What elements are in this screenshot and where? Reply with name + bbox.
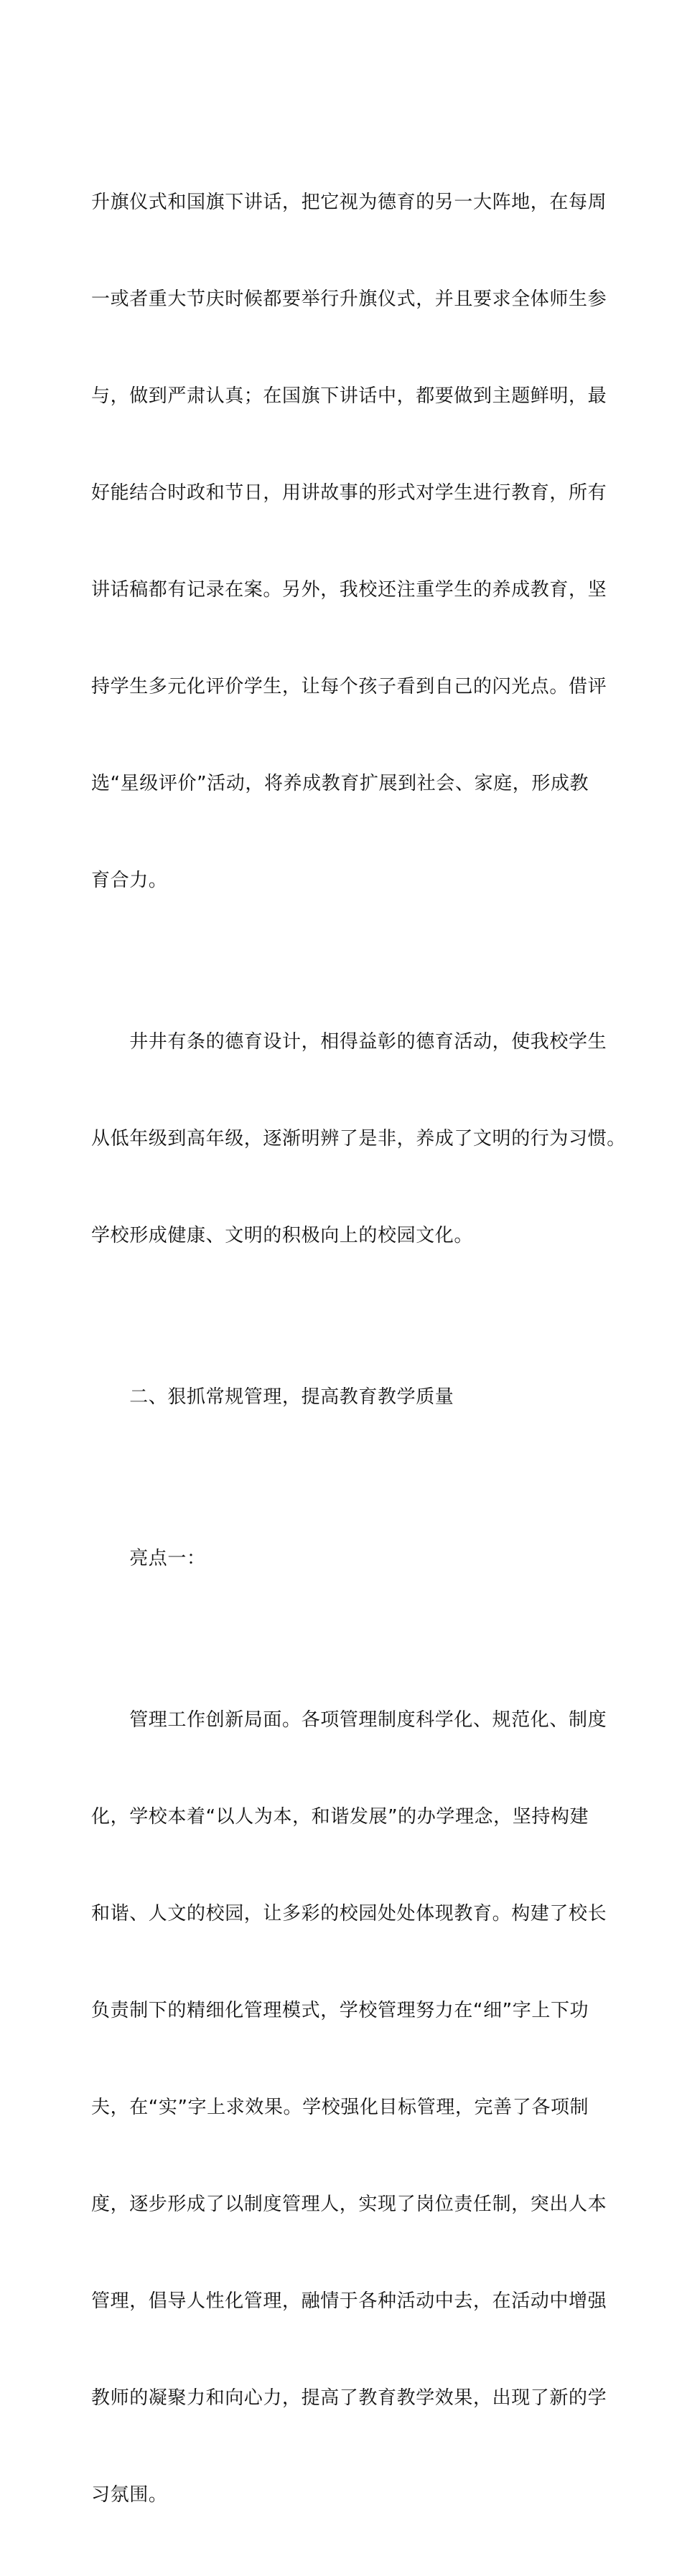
text-line: 持学生多元化评价学生，让每个孩子看到自己的闪光点。借评	[91, 676, 607, 697]
paragraph-1	[91, 122, 607, 962]
text-line: 管理，倡导人性化管理，融情于各种活动中去，在活动中增强	[91, 2290, 607, 2312]
text-line: 管理工作创新局面。各项管理制度科学化、规范化、制度	[91, 1709, 607, 1731]
heading-text: 二、狠抓常规管理，提高教育教学质量	[91, 1386, 454, 1408]
highlight-label-text: 亮点一：	[91, 1548, 206, 1569]
text-line: 和谐、人文的校园，让多彩的校园处处体现教育。构建了校长	[91, 1903, 607, 1924]
text-line: 升旗仪式和国旗下讲话，把它视为德育的另一大阵地，在每周	[91, 192, 607, 213]
text-line: 与，做到严肃认真；在国旗下讲话中，都要做到主题鲜明，最	[91, 385, 607, 407]
text-line: 好能结合时政和节日，用讲故事的形式对学生进行教育，所有	[91, 482, 607, 504]
text-line: 夫，在“实”字上求效果。学校强化目标管理，完善了各项制	[91, 2097, 589, 2118]
text-line: 从低年级到高年级，逐渐明辨了是非，养成了文明的行为习惯。	[91, 1128, 626, 1150]
text-line: 讲话稿都有记录在案。另外，我校还注重学生的养成教育，坚	[91, 579, 607, 601]
document-body	[91, 122, 626, 2576]
text-line: 一或者重大节庆时候都要举行升旗仪式，并且要求全体师生参	[91, 288, 607, 310]
highlight-label	[91, 1478, 602, 1640]
text-line: 化，学校本着“以人为本，和谐发展”的办学理念，坚持构建	[91, 1806, 589, 1828]
text-line: 负责制下的精细化管理模式，学校管理努力在“细”字上下功	[91, 2000, 589, 2021]
section-heading	[91, 1317, 602, 1478]
text-line: 井井有条的德育设计，相得益彰的德育活动，使我校学生	[91, 1031, 607, 1053]
paragraph-2	[91, 962, 626, 1317]
text-line: 度，逐步形成了以制度管理人，实现了岗位责任制，突出人本	[91, 2194, 607, 2215]
text-line: 习氛围。	[91, 2484, 168, 2506]
paragraph-3	[91, 1640, 607, 2576]
text-line: 学校形成健康、文明的积极向上的校园文化。	[91, 1225, 474, 1246]
text-line: 选“星级评价”活动，将养成教育扩展到社会、家庭，形成教	[91, 773, 589, 794]
text-line: 教师的凝聚力和向心力，提高了教育教学效果，出现了新的学	[91, 2387, 607, 2409]
text-line: 育合力。	[91, 870, 168, 891]
